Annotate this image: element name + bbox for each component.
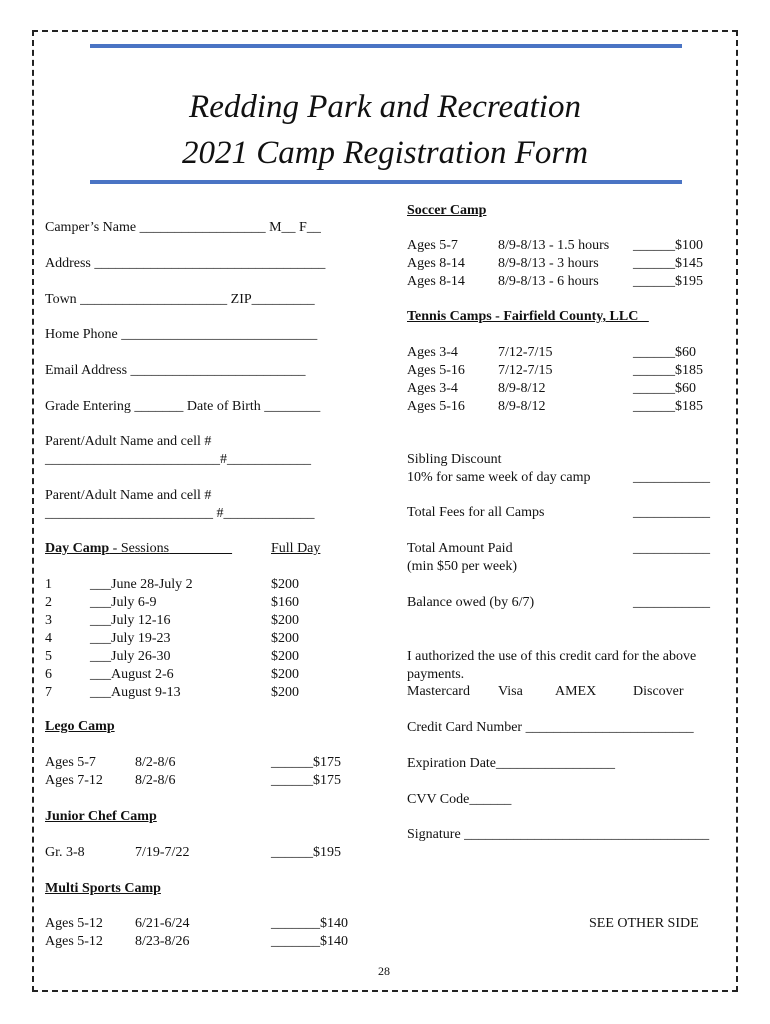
bottom-rule [90, 180, 682, 184]
top-rule [90, 44, 682, 48]
cvv-field[interactable]: CVV Code______ [407, 792, 512, 807]
camper-name-field[interactable]: Camper’s Name __________________ M__ F__ [45, 220, 321, 235]
tennis-row-ages: Ages 5-16 [407, 363, 465, 378]
chef-row-ages: Gr. 3-8 [45, 845, 85, 860]
chef-heading: Junior Chef Camp [45, 809, 157, 824]
lego-row-ages: Ages 5-7 [45, 755, 96, 770]
address-field[interactable]: Address _________________________________ [45, 256, 326, 271]
email-field[interactable]: Email Address _________________________ [45, 363, 306, 378]
session-number: 4 [45, 631, 52, 646]
session-price: $200 [271, 667, 299, 682]
tennis-row-ages: Ages 5-16 [407, 399, 465, 414]
total-fees-label: Total Fees for all Camps [407, 505, 545, 520]
soccer-row-price-field[interactable]: ______$100 [633, 238, 703, 253]
multi-row-price-field[interactable]: _______$140 [271, 916, 348, 931]
full-day-heading: Full Day [271, 541, 321, 556]
total-paid-label: Total Amount Paid [407, 541, 513, 556]
multi-row-ages: Ages 5-12 [45, 916, 103, 931]
multi-row-price-field[interactable]: _______$140 [271, 934, 348, 949]
parent2-field[interactable]: ________________________ #_____________ [45, 506, 315, 521]
session-dates-field[interactable]: ___July 19-23 [90, 631, 171, 646]
tennis-row-ages: Ages 3-4 [407, 345, 458, 360]
tennis-row-price-field[interactable]: ______$60 [633, 381, 696, 396]
session-dates-field[interactable]: ___June 28-July 2 [90, 577, 193, 592]
multi-row-dates: 8/23-8/26 [135, 934, 190, 949]
multi-heading: Multi Sports Camp [45, 881, 161, 896]
sibling-discount-field[interactable]: ___________ [633, 470, 710, 485]
card-type-amex[interactable]: AMEX [555, 684, 597, 699]
title-line-1: Redding Park and Recreation [189, 89, 581, 125]
soccer-row-price-field[interactable]: ______$145 [633, 256, 703, 271]
session-number: 6 [45, 667, 52, 682]
lego-row-price-field[interactable]: ______$175 [271, 773, 341, 788]
card-type-discover[interactable]: Discover [633, 684, 684, 699]
session-dates-field[interactable]: ___July 26-30 [90, 649, 171, 664]
session-number: 5 [45, 649, 52, 664]
session-price: $200 [271, 577, 299, 592]
tennis-row-price-field[interactable]: ______$185 [633, 399, 703, 414]
signature-field[interactable]: Signature ___________________________________ [407, 827, 710, 842]
session-number: 7 [45, 685, 52, 700]
tennis-row-price-field[interactable]: ______$60 [633, 345, 696, 360]
soccer-row-dates: 8/9-8/13 - 3 hours [498, 256, 599, 271]
day-camp-heading: Day Camp - Sessions [45, 541, 170, 556]
tennis-heading: Tennis Camps - Fairfield County, LLC [407, 309, 649, 324]
lego-row-price-field[interactable]: ______$175 [271, 755, 341, 770]
soccer-row-price-field[interactable]: ______$195 [633, 274, 703, 289]
sibling-discount-sub: 10% for same week of day camp [407, 470, 591, 485]
session-dates-field[interactable]: ___July 6-9 [90, 595, 157, 610]
total-fees-field[interactable]: ___________ [633, 505, 710, 520]
tennis-row-price-field[interactable]: ______$185 [633, 363, 703, 378]
tennis-row-dates: 8/9-8/12 [498, 381, 546, 396]
session-price: $200 [271, 613, 299, 628]
session-number: 2 [45, 595, 52, 610]
parent1-field[interactable]: _________________________#____________ [45, 452, 311, 467]
soccer-row-dates: 8/9-8/13 - 6 hours [498, 274, 599, 289]
session-dates-field[interactable]: ___August 9-13 [90, 685, 181, 700]
tennis-row-ages: Ages 3-4 [407, 381, 458, 396]
min-note: (min $50 per week) [407, 559, 518, 574]
tennis-row-dates: 8/9-8/12 [498, 399, 546, 414]
lego-row-dates: 8/2-8/6 [135, 755, 176, 770]
authorization-line-2: payments. [407, 667, 465, 682]
soccer-heading: Soccer Camp [407, 203, 487, 218]
session-dates-field[interactable]: ___July 12-16 [90, 613, 171, 628]
card-number-field[interactable]: Credit Card Number ________________________ [407, 720, 694, 735]
session-price: $200 [271, 649, 299, 664]
lego-row-dates: 8/2-8/6 [135, 773, 176, 788]
balance-field[interactable]: ___________ [633, 595, 710, 610]
session-price: $200 [271, 631, 299, 646]
balance-label: Balance owed (by 6/7) [407, 595, 535, 610]
title-line-2: 2021 Camp Registration Form [181, 135, 589, 171]
parent1-label: Parent/Adult Name and cell # [45, 434, 212, 449]
sibling-discount-label: Sibling Discount [407, 452, 502, 467]
session-number: 1 [45, 577, 52, 592]
chef-row-price-field[interactable]: ______$195 [271, 845, 341, 860]
authorization-line-1: I authorized the use of this credit card for the above [407, 649, 697, 664]
page-number: 28 [378, 964, 390, 978]
session-price: $200 [271, 685, 299, 700]
session-dates-field[interactable]: ___August 2-6 [90, 667, 174, 682]
lego-row-ages: Ages 7-12 [45, 773, 103, 788]
session-price: $160 [271, 595, 299, 610]
tennis-row-dates: 7/12-7/15 [498, 363, 553, 378]
card-type-visa[interactable]: Visa [498, 684, 523, 699]
chef-row-dates: 7/19-7/22 [135, 845, 190, 860]
lego-heading: Lego Camp [45, 719, 115, 734]
town-zip-field[interactable]: Town _____________________ ZIP_________ [45, 292, 315, 307]
expiration-field[interactable]: Expiration Date_________________ [407, 756, 616, 771]
home-phone-field[interactable]: Home Phone ____________________________ [45, 327, 318, 342]
multi-row-dates: 6/21-6/24 [135, 916, 190, 931]
soccer-row-ages: Ages 5-7 [407, 238, 458, 253]
card-type-mastercard[interactable]: Mastercard [407, 684, 470, 699]
multi-row-ages: Ages 5-12 [45, 934, 103, 949]
session-number: 3 [45, 613, 52, 628]
tennis-row-dates: 7/12-7/15 [498, 345, 553, 360]
see-other-side: SEE OTHER SIDE [589, 916, 699, 931]
soccer-row-ages: Ages 8-14 [407, 274, 465, 289]
soccer-row-ages: Ages 8-14 [407, 256, 465, 271]
soccer-row-dates: 8/9-8/13 - 1.5 hours [498, 238, 610, 253]
parent2-label: Parent/Adult Name and cell # [45, 488, 212, 503]
total-paid-field[interactable]: ___________ [633, 541, 710, 556]
grade-dob-field[interactable]: Grade Entering _______ Date of Birth ________ [45, 399, 321, 414]
